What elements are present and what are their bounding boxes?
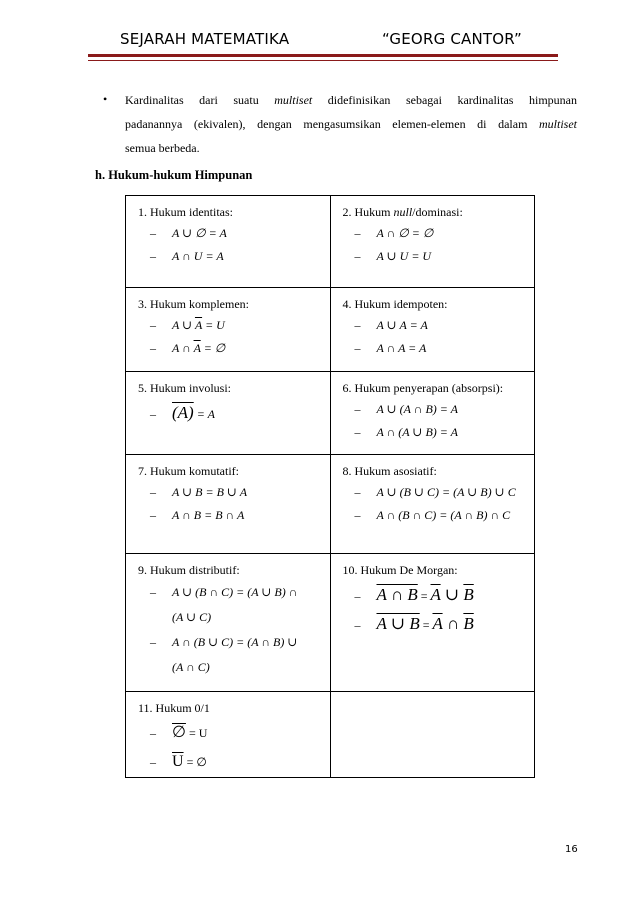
law-formula: – A ∩ U = A: [150, 249, 224, 263]
law-de-morgan-cell: [330, 554, 535, 692]
law-formula: – A ∪ U = U: [354, 249, 432, 263]
header-title: SEJARAH MATEMATIKA: [120, 30, 290, 48]
law-formula: – A ∩ $\overline{A}$ = ∅: [150, 341, 226, 355]
law-title: 8. Hukum asosiatif:: [342, 464, 437, 478]
law-formula: – A ∩ B = B ∩ A: [150, 508, 245, 522]
law-formula: – A ∩ (B ∩ C) = (A ∩ B) ∩ C: [354, 508, 511, 522]
law-title: 1. Hukum identitas:: [138, 205, 233, 219]
law-title: 11. Hukum 0/1: [138, 701, 210, 715]
law-formula-continuation: (A ∩ C): [172, 660, 210, 674]
law-formula: – A ∩ ∅ = ∅: [354, 226, 434, 240]
law-absorption-cell: [330, 372, 535, 455]
table-row: [126, 288, 535, 372]
law-formula: – A ∩ (B ∪ C) = (A ∩ B) ∪: [150, 635, 298, 649]
law-formula: – A ∪ ∅ = A: [150, 226, 227, 240]
table-row: [126, 196, 535, 288]
law-involution-cell: [126, 372, 331, 455]
law-formula: – A ∪ $B = \overline{A}$ ∩ $\overline{B}$: [354, 614, 474, 633]
law-zero-one-cell: [126, 692, 331, 778]
law-associative-cell: [330, 455, 535, 554]
law-formula: – A ∪ (A ∩ B) = A: [354, 402, 458, 416]
page-header: [88, 30, 553, 52]
law-formula-continuation: (A ∪ C): [172, 610, 212, 624]
table-row: [126, 372, 535, 455]
law-complement-cell: [126, 288, 331, 372]
law-distributive-cell: [126, 554, 331, 692]
law-commutative-cell: [126, 455, 331, 554]
law-title: 9. Hukum distributif:: [138, 563, 240, 577]
page-number: 16: [565, 844, 578, 855]
bullet-icon: •: [103, 92, 108, 106]
law-null-cell: [330, 196, 535, 288]
law-formula: – A ∩ $B = \overline{A}$ ∪ $\overline{B}$: [354, 585, 474, 604]
law-title: 10. Hukum De Morgan:: [342, 563, 458, 577]
header-rule-thin: [88, 60, 558, 61]
law-formula: – $\overline{U}$ = ∅: [150, 753, 207, 770]
law-title: 3. Hukum komplemen:: [138, 297, 249, 311]
law-title: 5. Hukum involusi:: [138, 381, 232, 395]
set-laws-table: [125, 195, 535, 778]
law-formula: – A ∪ $\overline{A} = U$: [150, 318, 225, 332]
law-formula: – A ∪ (B ∩ C) = (A ∪ B) ∩: [150, 585, 298, 599]
law-title: 2. Hukum null/dominasi:: [342, 205, 463, 219]
header-subject: “GEORG CANTOR”: [382, 30, 522, 48]
law-identity-cell: [126, 196, 331, 288]
law-formula: – ∅ = U: [150, 724, 208, 741]
table-row: [126, 692, 535, 778]
law-title: 4. Hukum idempoten:: [342, 297, 448, 311]
paragraph-line: semua berbeda.: [125, 141, 200, 155]
empty-cell: [330, 692, 535, 778]
law-title: 7. Hukum komutatif:: [138, 464, 239, 478]
law-idempotent-cell: [330, 288, 535, 372]
paragraph-line: Kardinalitas dari suatu multiset didefinisikan sebagai kardinalitas himpunan: [125, 93, 577, 107]
law-formula: – (A) = A: [150, 403, 215, 422]
header-rule-thick: [88, 54, 558, 57]
law-formula: – A ∪ (B ∪ C) = (A ∪ B) ∪ C: [354, 485, 516, 499]
law-title: 6. Hukum penyerapan (absorpsi):: [342, 381, 504, 395]
section-heading: h. Hukum-hukum Himpunan: [95, 168, 253, 182]
law-formula: – A ∪ A = A: [354, 318, 428, 332]
law-formula: – A ∩ (A ∪ B) = A: [354, 425, 458, 439]
law-formula: – A ∪ B = B ∪ A: [150, 485, 248, 499]
law-formula: – A ∩ A = A: [354, 341, 427, 355]
paragraph-line: padanannya (ekivalen), dengan mengasumsikan elemen-elemen di dalam multiset: [125, 117, 577, 131]
table-row: [126, 455, 535, 554]
table-row: [126, 554, 535, 692]
bullet-paragraph: [125, 88, 577, 160]
